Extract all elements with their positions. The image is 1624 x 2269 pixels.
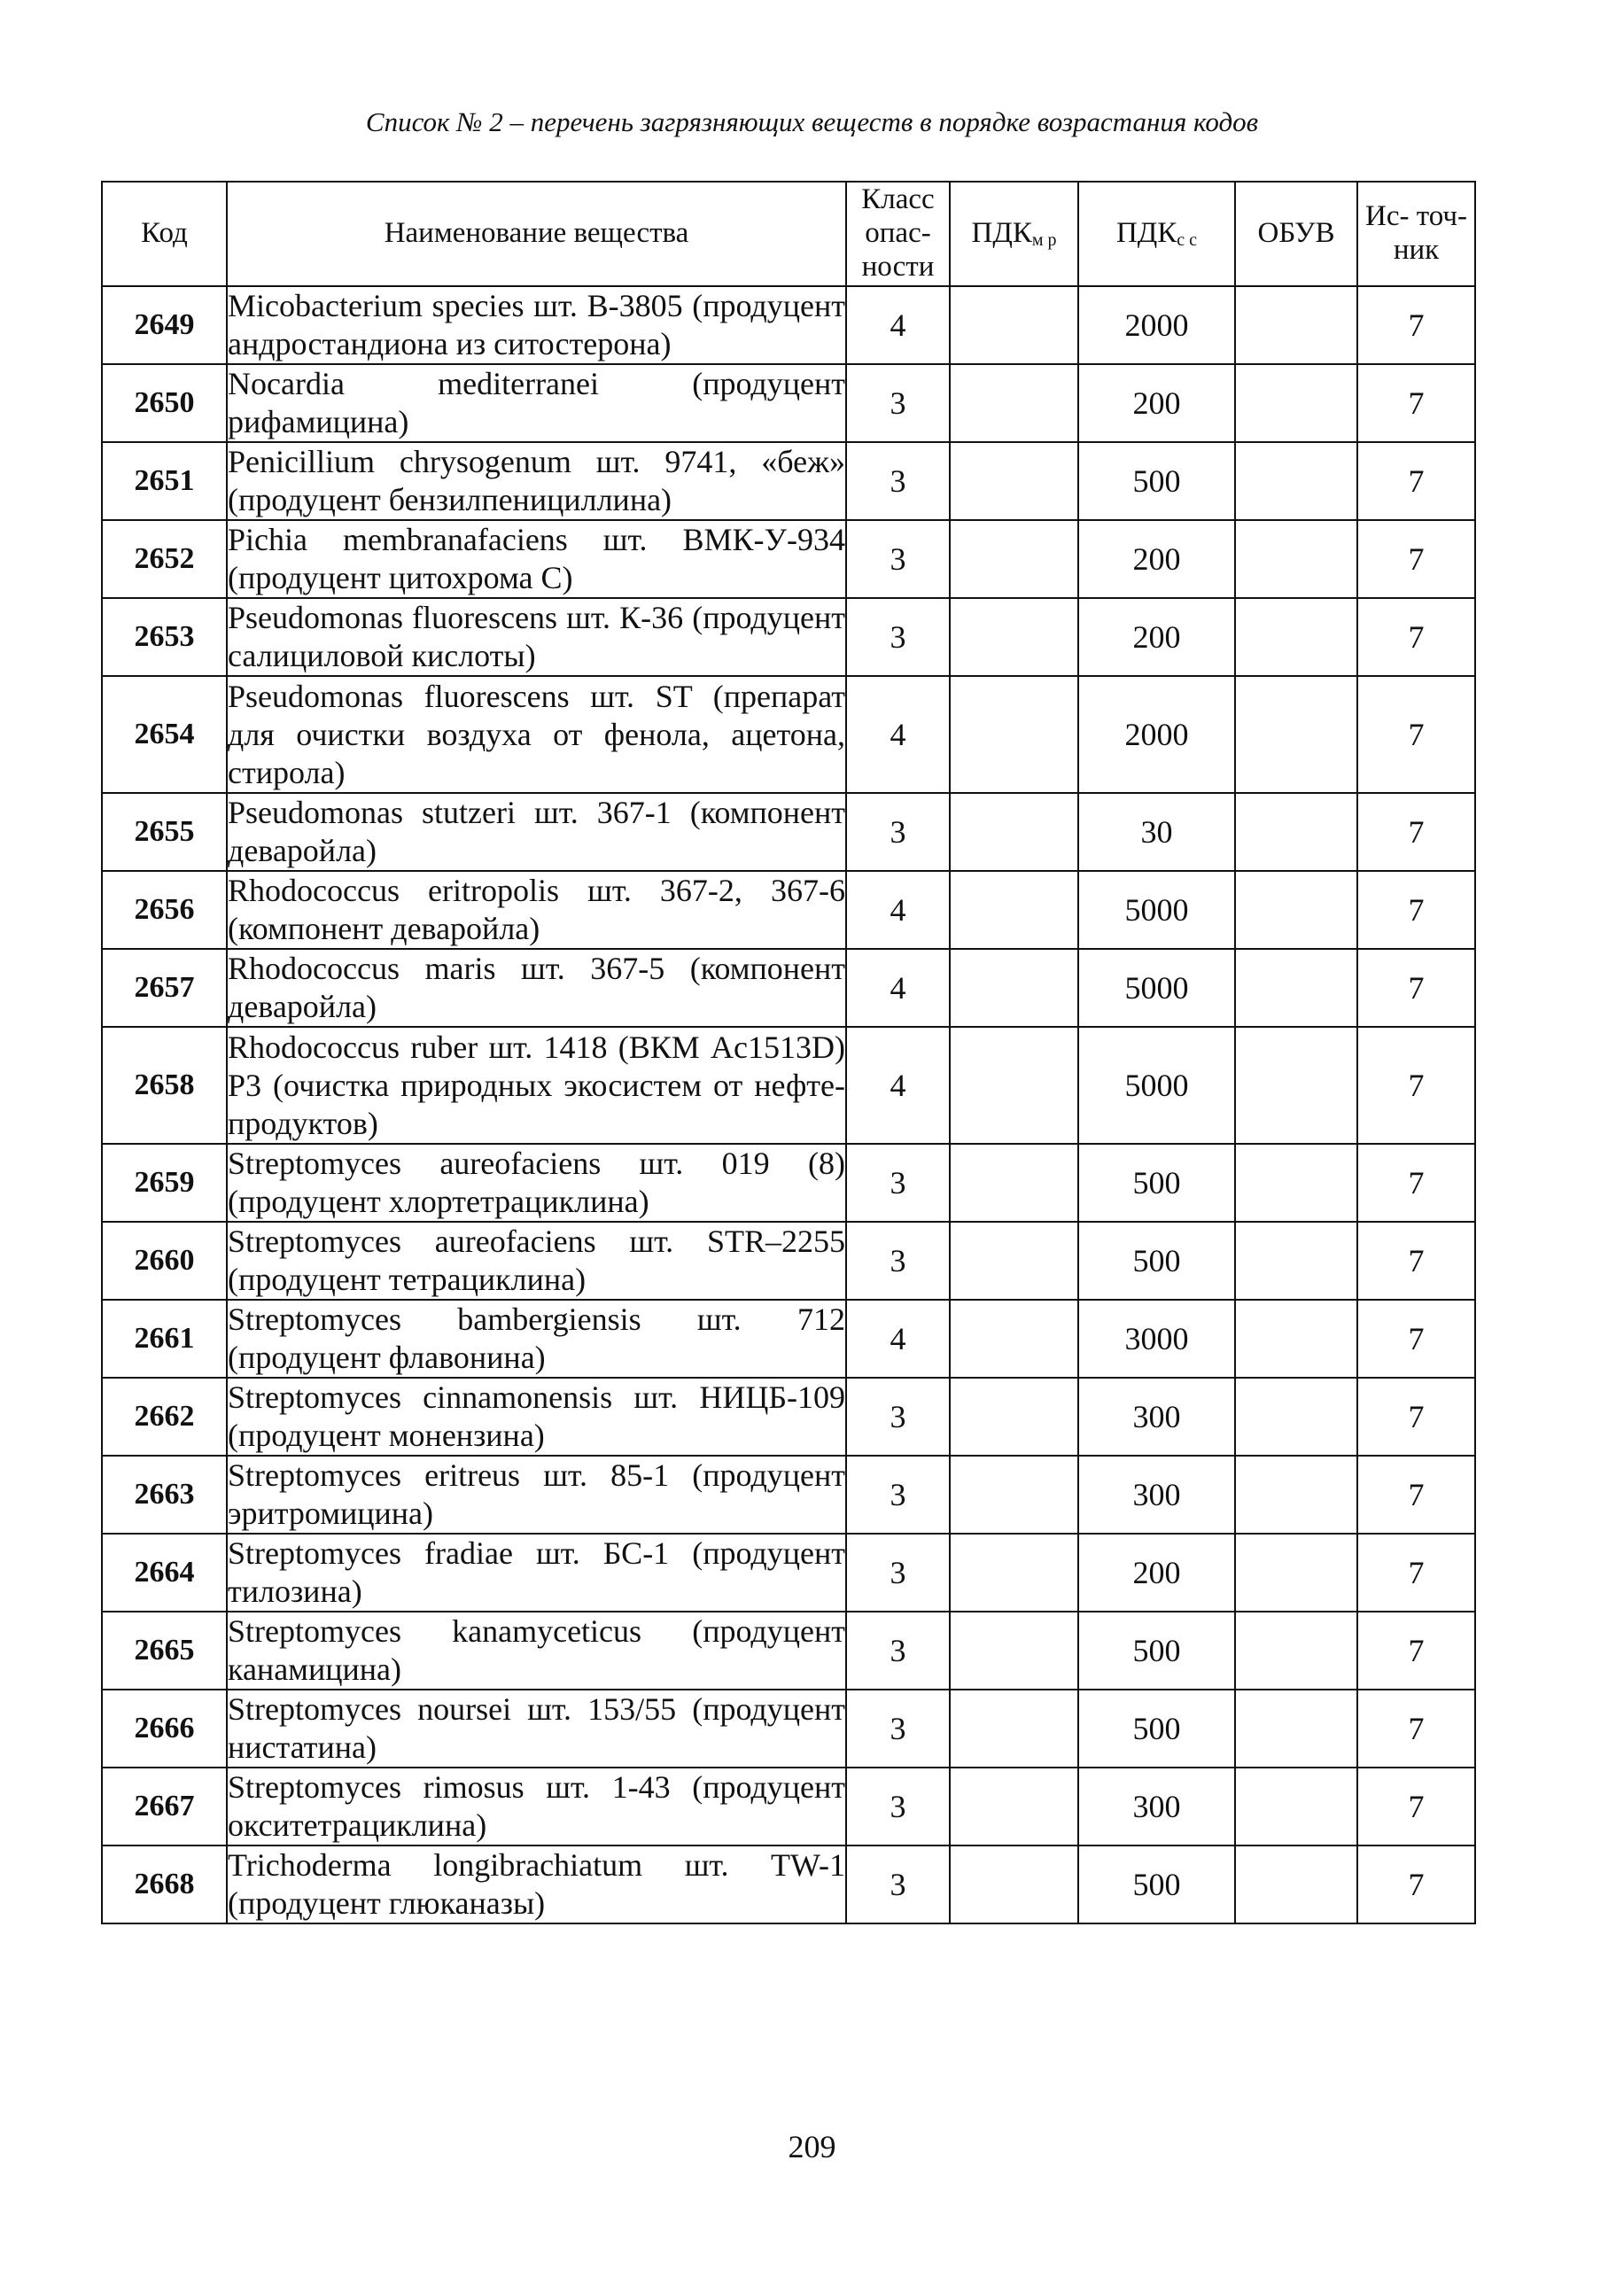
table-row [102, 793, 1475, 871]
table-row [102, 286, 1475, 364]
row-hazard-class: 3 [846, 1768, 950, 1846]
row-hazard-class: 4 [846, 286, 950, 364]
row-hazard-class: 3 [846, 1612, 950, 1690]
row-pdk-mr [950, 871, 1078, 949]
substances-table [101, 181, 1476, 1924]
row-hazard-class: 3 [846, 442, 950, 520]
row-pdk-ss: 300 [1078, 1768, 1235, 1846]
row-obuv [1235, 1378, 1357, 1456]
row-name: Streptomyces kanamyceticus (продуцент канамицина) [227, 1612, 846, 1690]
row-pdk-ss: 200 [1078, 598, 1235, 676]
header-pdk-ss: $ПДК_{с с}$ [1078, 182, 1235, 286]
row-pdk-mr [950, 949, 1078, 1027]
row-obuv [1235, 286, 1357, 364]
row-source: 7 [1357, 364, 1475, 442]
table-row [102, 1768, 1475, 1846]
row-obuv [1235, 949, 1357, 1027]
row-source: 7 [1357, 949, 1475, 1027]
row-pdk-ss: 5000 [1078, 1027, 1235, 1144]
row-obuv [1235, 1027, 1357, 1144]
table-row [102, 520, 1475, 598]
row-hazard-class: 4 [846, 1027, 950, 1144]
row-code: 2654 [102, 676, 227, 793]
row-pdk-mr [950, 442, 1078, 520]
row-name: Streptomyces fradiae шт. БС-1 (продуцент тилозина) [227, 1534, 846, 1612]
row-pdk-ss: 200 [1078, 364, 1235, 442]
row-pdk-ss: 200 [1078, 1534, 1235, 1612]
table-row [102, 1222, 1475, 1300]
table-row [102, 1378, 1475, 1456]
row-code: 2667 [102, 1768, 227, 1846]
row-hazard-class: 3 [846, 1378, 950, 1456]
row-obuv [1235, 871, 1357, 949]
row-obuv [1235, 1690, 1357, 1768]
page-number: 209 [788, 2129, 836, 2164]
row-code: 2658 [102, 1027, 227, 1144]
row-obuv [1235, 364, 1357, 442]
table-row [102, 1534, 1475, 1612]
table-row [102, 442, 1475, 520]
row-code: 2662 [102, 1378, 227, 1456]
row-pdk-ss: 200 [1078, 520, 1235, 598]
row-pdk-mr [950, 1300, 1078, 1378]
row-code: 2664 [102, 1534, 227, 1612]
row-pdk-mr [950, 286, 1078, 364]
row-hazard-class: 3 [846, 1846, 950, 1923]
row-hazard-class: 4 [846, 949, 950, 1027]
row-hazard-class: 3 [846, 793, 950, 871]
row-hazard-class: 3 [846, 364, 950, 442]
row-obuv [1235, 598, 1357, 676]
row-pdk-mr [950, 1027, 1078, 1144]
row-pdk-ss: 500 [1078, 1846, 1235, 1923]
row-name: Streptomyces cinnamonensis шт. НИЦБ-109 (продуцент монензина) [227, 1378, 846, 1456]
table-row [102, 949, 1475, 1027]
row-code: 2663 [102, 1456, 227, 1534]
header-hazard-class: Класс опас- ности [846, 182, 950, 286]
row-pdk-mr [950, 1690, 1078, 1768]
row-pdk-ss: 5000 [1078, 871, 1235, 949]
row-name: Streptomyces noursei шт. 153/55 (продуцент нистатина) [227, 1690, 846, 1768]
header-row [102, 182, 1475, 286]
row-code: 2649 [102, 286, 227, 364]
row-pdk-ss: 500 [1078, 1222, 1235, 1300]
table-row [102, 598, 1475, 676]
page-title: Список № 2 – перечень загрязняющих веществ в порядке возрастания кодов [365, 106, 1259, 137]
row-pdk-mr [950, 1768, 1078, 1846]
row-code: 2656 [102, 871, 227, 949]
row-hazard-class: 3 [846, 1222, 950, 1300]
row-source: 7 [1357, 1534, 1475, 1612]
row-name: Streptomyces rimosus шт. 1-43 (продуцент окситетрациклина) [227, 1768, 846, 1846]
row-obuv [1235, 1534, 1357, 1612]
row-obuv [1235, 1768, 1357, 1846]
row-name: Rhodococcus ruber шт. 1418 (ВКМ Ac1513D) Р3 (очистка природных экосистем от нефте-продуктов) [227, 1027, 846, 1144]
row-name: Rhodococcus eritropolis шт. 367-2, 367-6 (компонент деваройла) [227, 871, 846, 949]
row-obuv [1235, 1612, 1357, 1690]
row-name: Pichia membranafaciens шт. ВМК-У-934 (продуцент цитохрома С) [227, 520, 846, 598]
row-name: Rhodococcus maris шт. 367-5 (компонент деваройла) [227, 949, 846, 1027]
table-row [102, 364, 1475, 442]
row-pdk-mr [950, 364, 1078, 442]
row-code: 2668 [102, 1846, 227, 1923]
row-source: 7 [1357, 793, 1475, 871]
row-source: 7 [1357, 1300, 1475, 1378]
row-obuv [1235, 442, 1357, 520]
row-obuv [1235, 676, 1357, 793]
header-source: Ис- точ- ник [1357, 182, 1475, 286]
row-obuv [1235, 1456, 1357, 1534]
row-code: 2665 [102, 1612, 227, 1690]
row-pdk-ss: 2000 [1078, 676, 1235, 793]
row-code: 2650 [102, 364, 227, 442]
row-source: 7 [1357, 1378, 1475, 1456]
row-hazard-class: 3 [846, 1456, 950, 1534]
row-obuv [1235, 1144, 1357, 1222]
row-pdk-ss: 3000 [1078, 1300, 1235, 1378]
row-pdk-mr [950, 1144, 1078, 1222]
row-source: 7 [1357, 1846, 1475, 1923]
row-hazard-class: 4 [846, 871, 950, 949]
row-name: Trichoderma longibrachiatum шт. TW-1 (продуцент глюканазы) [227, 1846, 846, 1923]
row-name: Pseudomonas fluorescens шт. ST (препарат для очистки воздуха от фенола, ацетона, стирола) [227, 676, 846, 793]
row-pdk-mr [950, 520, 1078, 598]
row-source: 7 [1357, 286, 1475, 364]
row-pdk-mr [950, 676, 1078, 793]
row-name: Pseudomonas stutzeri шт. 367-1 (компонент деваройла) [227, 793, 846, 871]
row-hazard-class: 3 [846, 1144, 950, 1222]
table-row [102, 1300, 1475, 1378]
row-code: 2657 [102, 949, 227, 1027]
row-code: 2651 [102, 442, 227, 520]
row-source: 7 [1357, 1690, 1475, 1768]
table-row [102, 1846, 1475, 1923]
row-name: Streptomyces aureofaciens шт. STR–2255 (продуцент тетрациклина) [227, 1222, 846, 1300]
row-pdk-mr [950, 1612, 1078, 1690]
header-obuv: ОБУВ [1235, 182, 1357, 286]
row-code: 2659 [102, 1144, 227, 1222]
row-source: 7 [1357, 1027, 1475, 1144]
row-source: 7 [1357, 1768, 1475, 1846]
row-name: Nocardia mediterranei (продуцент рифамицина) [227, 364, 846, 442]
row-source: 7 [1357, 442, 1475, 520]
row-hazard-class: 4 [846, 1300, 950, 1378]
row-code: 2660 [102, 1222, 227, 1300]
row-code: 2655 [102, 793, 227, 871]
row-pdk-mr [950, 793, 1078, 871]
row-pdk-ss: 300 [1078, 1456, 1235, 1534]
table-row [102, 1144, 1475, 1222]
row-pdk-ss: 500 [1078, 1612, 1235, 1690]
row-pdk-ss: 5000 [1078, 949, 1235, 1027]
row-pdk-mr [950, 598, 1078, 676]
row-source: 7 [1357, 1456, 1475, 1534]
row-pdk-ss: 500 [1078, 1144, 1235, 1222]
table-row [102, 1690, 1475, 1768]
row-source: 7 [1357, 598, 1475, 676]
table-row [102, 1456, 1475, 1534]
row-pdk-ss: 500 [1078, 1690, 1235, 1768]
row-obuv [1235, 793, 1357, 871]
row-obuv [1235, 1300, 1357, 1378]
row-source: 7 [1357, 520, 1475, 598]
table-row [102, 871, 1475, 949]
row-pdk-ss: 30 [1078, 793, 1235, 871]
row-pdk-mr [950, 1378, 1078, 1456]
row-name: Streptomyces eritreus шт. 85-1 (продуцент эритромицина) [227, 1456, 846, 1534]
row-pdk-mr [950, 1846, 1078, 1923]
row-name: Pseudomonas fluorescens шт. К-36 (продуцент салициловой кислоты) [227, 598, 846, 676]
header-code: Код [102, 182, 227, 286]
row-name: Streptomyces bambergiensis шт. 712 (продуцент флавонина) [227, 1300, 846, 1378]
row-name: Penicillium chrysogenum шт. 9741, «беж» (продуцент бензилпенициллина) [227, 442, 846, 520]
row-obuv [1235, 1846, 1357, 1923]
row-code: 2653 [102, 598, 227, 676]
table-row [102, 676, 1475, 793]
row-pdk-ss: 500 [1078, 442, 1235, 520]
row-name: Micobacterium species шт. В-3805 (продуцент андростандиона из ситостерона) [227, 286, 846, 364]
row-pdk-mr [950, 1222, 1078, 1300]
row-source: 7 [1357, 1222, 1475, 1300]
row-code: 2666 [102, 1690, 227, 1768]
row-source: 7 [1357, 871, 1475, 949]
row-obuv [1235, 520, 1357, 598]
row-source: 7 [1357, 1612, 1475, 1690]
row-code: 2652 [102, 520, 227, 598]
header-name: Наименование вещества [227, 182, 846, 286]
header-pdk-mr: $ПДК_{м р}$ [950, 182, 1078, 286]
row-obuv [1235, 1222, 1357, 1300]
row-pdk-mr [950, 1534, 1078, 1612]
row-source: 7 [1357, 676, 1475, 793]
row-hazard-class: 4 [846, 676, 950, 793]
row-source: 7 [1357, 1144, 1475, 1222]
table-row [102, 1612, 1475, 1690]
row-hazard-class: 3 [846, 1690, 950, 1768]
row-pdk-ss: 300 [1078, 1378, 1235, 1456]
row-hazard-class: 3 [846, 520, 950, 598]
table-row [102, 1027, 1475, 1144]
row-hazard-class: 3 [846, 1534, 950, 1612]
row-hazard-class: 3 [846, 598, 950, 676]
row-name: Streptomyces aureofaciens шт. 019 (8) (продуцент хлортетрациклина) [227, 1144, 846, 1222]
row-code: 2661 [102, 1300, 227, 1378]
row-pdk-ss: 2000 [1078, 286, 1235, 364]
row-pdk-mr [950, 1456, 1078, 1534]
